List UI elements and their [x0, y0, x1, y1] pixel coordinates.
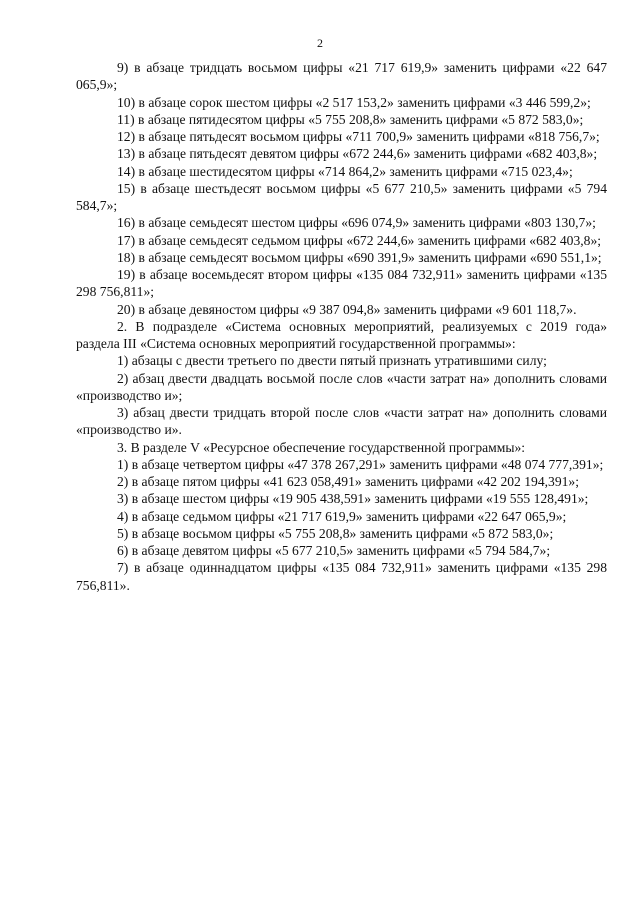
- section-3-item-2: 2) в абзаце пятом цифры «41 623 058,491» заменить цифрами «42 202 194,391»;: [117, 474, 579, 489]
- section-3-item-3: 3) в абзаце шестом цифры «19 905 438,591» заменить цифрами «19 555 128,491»;: [117, 491, 589, 507]
- paragraph-item-14: 14) в абзаце шестидесятом цифры «714 864,2» заменить цифрами «715 023,4»;: [117, 163, 573, 179]
- paragraph-item-15: 15) в абзаце шестьдесят восьмом цифры «5 677 210,5» заменить цифрами «5 794 584,7»;: [76, 180, 607, 213]
- paragraph-item-9: 9) в абзаце тридцать восьмом цифры «21 717 619,9» заменить цифрами «22 647 065,9»;: [76, 60, 607, 93]
- section-3-item-5: 5) в абзаце восьмом цифры «5 755 208,8» заменить цифрами «5 872 583,0»;: [117, 525, 554, 541]
- section-3-heading: 3. В разделе V «Ресурсное обеспечение государственной программы»:: [117, 439, 526, 455]
- document-body: [76, 59, 607, 594]
- paragraph-item-17: 17) в абзаце семьдесят седьмом цифры «672 244,6» заменить цифрами «682 403,8»;: [117, 232, 602, 248]
- paragraph-item-20: 20) в абзаце девяностом цифры «9 387 094,8» заменить цифрами «9 601 118,7».: [117, 301, 577, 317]
- section-3-item-4: 4) в абзаце седьмом цифры «21 717 619,9» заменить цифрами «22 647 065,9»;: [117, 508, 567, 524]
- section-3-item-1: 1) в абзаце четвертом цифры «47 378 267,291» заменить цифрами «48 074 777,391»;: [117, 456, 604, 472]
- section-2-item-3: 3) абзац двести тридцать второй после слов «части затрат на» дополнить словами «производство и».: [76, 405, 607, 438]
- paragraph-item-13: 13) в абзаце пятьдесят девятом цифры «672 244,6» заменить цифрами «682 403,8»;: [117, 146, 598, 162]
- section-2-item-1: 1) абзацы с двести третьего по двести пятый признать утратившими силу;: [117, 353, 547, 369]
- paragraph-item-12: 12) в абзаце пятьдесят восьмом цифры «711 700,9» заменить цифрами «818 756,7»;: [117, 129, 600, 144]
- page-number: 2: [317, 36, 323, 50]
- section-2-item-2: 2) абзац двести двадцать восьмой после слов «части затрат на» дополнить словами «производство и»;: [76, 370, 607, 403]
- paragraph-item-18: 18) в абзаце семьдесят восьмом цифры «690 391,9» заменить цифрами «690 551,1»;: [117, 249, 602, 265]
- paragraph-item-19: 19) в абзаце восемьдесят втором цифры «135 084 732,911» заменить цифрами «135 298 756,811»;: [76, 267, 607, 300]
- section-3-item-7: 7) в абзаце одиннадцатом цифры «135 084 732,911» заменить цифрами «135 298 756,811».: [76, 560, 607, 593]
- paragraph-item-16: 16) в абзаце семьдесят шестом цифры «696 074,9» заменить цифрами «803 130,7»;: [117, 215, 596, 231]
- paragraph-item-10: 10) в абзаце сорок шестом цифры «2 517 153,2» заменить цифрами «3 446 599,2»;: [117, 94, 591, 110]
- section-3-item-6: 6) в абзаце девятом цифры «5 677 210,5» заменить цифрами «5 794 584,7»;: [117, 543, 551, 558]
- paragraph-item-11: 11) в абзаце пятидесятом цифры «5 755 208,8» заменить цифрами «5 872 583,0»;: [117, 111, 584, 127]
- section-2-heading: 2. В подразделе «Система основных мероприятий, реализуемых с 2019 года» раздела III «Система основных мероприятий государственной программы»:: [76, 318, 607, 351]
